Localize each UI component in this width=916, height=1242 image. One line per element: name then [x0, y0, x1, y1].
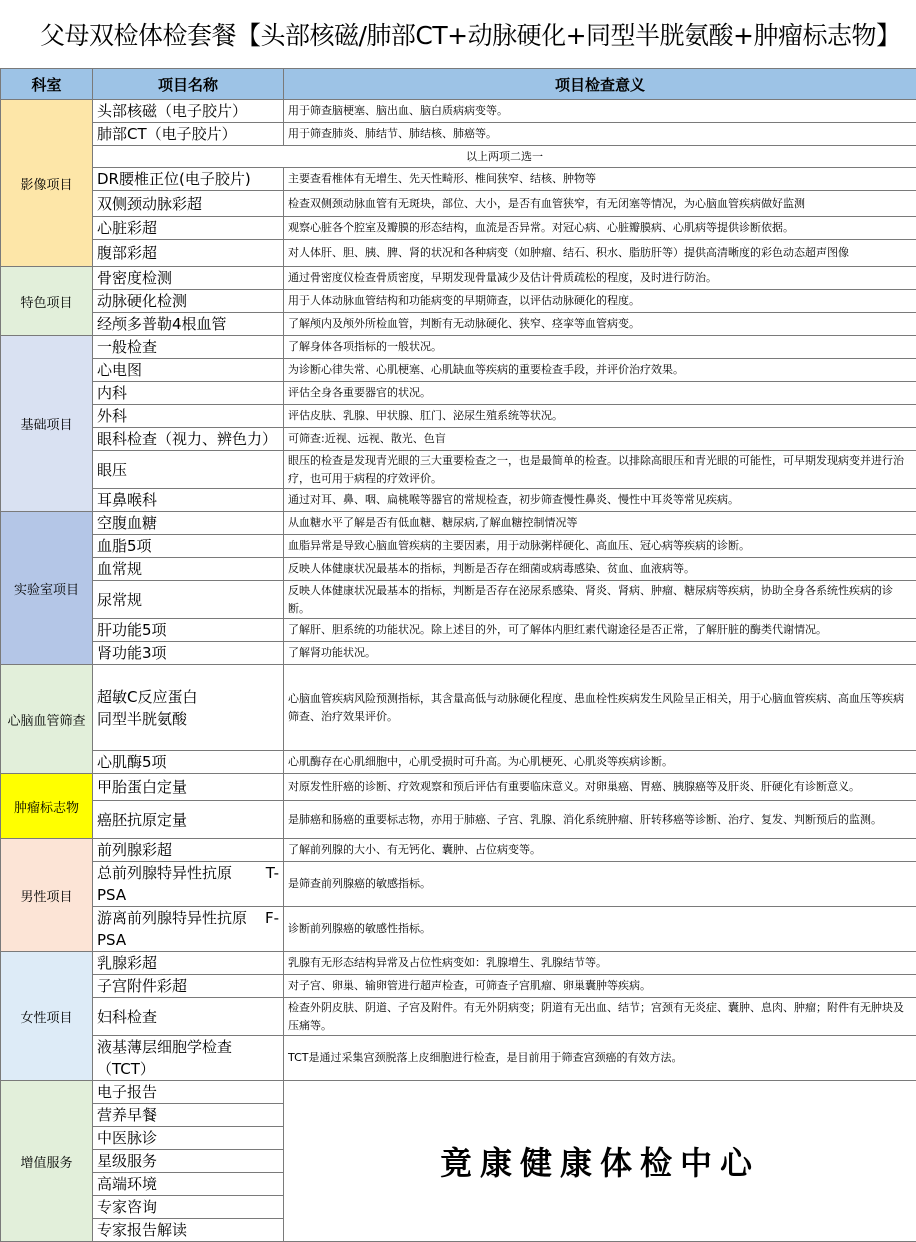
item-name: 双侧颈动脉彩超 — [93, 191, 284, 217]
item-desc: 血脂异常是导致心脑血管疾病的主要因素，用于动脉粥样硬化、高血压、冠心病等疾病的诊断。 — [284, 535, 916, 558]
dept-special: 特色项目 — [1, 267, 93, 336]
item-desc: 反映人体健康状况最基本的指标，判断是否存在泌尿系感染、肾炎、肾病、肿瘤、糖尿病等疾病，协助全身各系统性疾病的诊断。 — [284, 581, 916, 619]
table-row — [1, 1036, 916, 1081]
item-desc: 对人体肝、胆、胰、脾、肾的状况和各种病变（如肿瘤、结石、积水、脂肪肝等）提供高清晰度的彩色动态超声图像 — [284, 240, 916, 267]
item-desc: 是筛查前列腺癌的敏感指标。 — [284, 862, 916, 907]
item-name: 肾功能3项 — [93, 642, 284, 665]
item-name: 妇科检查 — [93, 998, 284, 1036]
table-row — [1, 267, 916, 290]
table-row — [1, 862, 916, 907]
center-signature: 竟康健康体检中心 — [440, 1144, 760, 1182]
item-name: DR腰椎正位(电子胶片) — [93, 168, 284, 191]
item-tpsa-a: 总前列腺特异性抗原 — [97, 862, 232, 884]
header-meaning: 项目检查意义 — [284, 69, 916, 100]
table-row — [1, 405, 916, 428]
service-item: 中医脉诊 — [93, 1127, 284, 1150]
table-row — [1, 535, 916, 558]
item-name: 眼压 — [93, 451, 284, 489]
item-name: 心肌酶5项 — [93, 751, 284, 774]
service-item: 高端环境 — [93, 1173, 284, 1196]
table-row — [1, 558, 916, 581]
table-row — [1, 975, 916, 998]
item-desc: 用于筛查脑梗塞、脑出血、脑白质病病变等。 — [284, 100, 916, 123]
table-row — [1, 619, 916, 642]
item-desc: 心脑血管疾病风险预测指标，其含量高低与动脉硬化程度、患血栓性疾病发生风险呈正相关，用于心脑血管疾病、高血压等疾病筛查、治疗效果评价。 — [284, 665, 916, 751]
table-row — [1, 1081, 916, 1104]
item-name: 尿常规 — [93, 581, 284, 619]
dept-male: 男性项目 — [1, 839, 93, 952]
table-header-row — [1, 69, 916, 100]
table-row — [1, 168, 916, 191]
item-desc: 评估全身各重要器官的状况。 — [284, 382, 916, 405]
item-name: 耳鼻喉科 — [93, 489, 284, 512]
item-desc: 检查外阴皮肤、阴道、子宫及附件。有无外阴病变；阴道有无出血、结节；宫颈有无炎症、囊肿、息肉、肿瘤；附件有无肿块及压痛等。 — [284, 998, 916, 1036]
item-name: 眼科检查（视力、辨色力） — [93, 428, 284, 451]
item-tct-a: 液基薄层细胞学检查 — [97, 1036, 279, 1058]
table-row — [1, 489, 916, 512]
item-desc: 了解身体各项指标的一般状况。 — [284, 336, 916, 359]
dept-cardio: 心脑血管筛查 — [1, 665, 93, 774]
table-row — [1, 642, 916, 665]
item-name: 经颅多普勒4根血管 — [93, 313, 284, 336]
header-item: 项目名称 — [93, 69, 284, 100]
service-item: 营养早餐 — [93, 1104, 284, 1127]
table-row — [1, 952, 916, 975]
choose-note: 以上两项二选一 — [93, 146, 916, 168]
item-name: 甲胎蛋白定量 — [93, 774, 284, 801]
item-desc: 观察心脏各个腔室及瓣膜的形态结构，血流是否异常。对冠心病、心脏瓣膜病、心肌病等提供诊断依据。 — [284, 217, 916, 240]
table-row — [1, 839, 916, 862]
service-item: 专家报告解读 — [93, 1219, 284, 1242]
item-tct-b: （TCT） — [97, 1058, 279, 1080]
table-row — [1, 382, 916, 405]
item-name: 肝功能5项 — [93, 619, 284, 642]
table-row — [1, 240, 916, 267]
table-row — [1, 100, 916, 123]
table-row — [1, 191, 916, 217]
item-desc: TCT是通过采集宫颈脱落上皮细胞进行检查，是目前用于筛查宫颈癌的有效方法。 — [284, 1036, 916, 1081]
item-name: 前列腺彩超 — [93, 839, 284, 862]
dept-basic: 基础项目 — [1, 336, 93, 512]
item-desc: 了解颅内及颅外所检血管，判断有无动脉硬化、狭窄、痉挛等血管病变。 — [284, 313, 916, 336]
item-desc: 检查双侧颈动脉血管有无斑块，部位、大小，是否有血管狭窄，有无闭塞等情况，为心脑血管疾病做好监测 — [284, 191, 916, 217]
item-desc: 通过对耳、鼻、咽、扁桃喉等器官的常规检查，初步筛查慢性鼻炎、慢性中耳炎等常见疾病。 — [284, 489, 916, 512]
item-desc: 可筛查:近视、远视、散光、色盲 — [284, 428, 916, 451]
item-name: 子宫附件彩超 — [93, 975, 284, 998]
item-desc: 通过骨密度仪检查骨质密度，早期发现骨量减少及估计骨质疏松的程度，及时进行防治。 — [284, 267, 916, 290]
table-row — [1, 146, 916, 168]
item-desc: 诊断前列腺癌的敏感性指标。 — [284, 907, 916, 952]
item-desc: 从血糖水平了解是否有低血糖、糖尿病,了解血糖控制情况等 — [284, 512, 916, 535]
item-name: 心脏彩超 — [93, 217, 284, 240]
item-name — [93, 1036, 284, 1081]
checkup-table — [0, 68, 916, 1242]
page-title: 父母双检体检套餐【头部核磁/肺部CT+动脉硬化+同型半胱氨酸+肿瘤标志物】 — [0, 0, 916, 68]
table-row — [1, 774, 916, 801]
item-name: 肺部CT（电子胶片） — [93, 123, 284, 146]
dept-tumor: 肿瘤标志物 — [1, 774, 93, 839]
item-desc: 了解前列腺的大小、有无钙化、囊肿、占位病变等。 — [284, 839, 916, 862]
signature-cell — [284, 1081, 916, 1242]
table-row — [1, 998, 916, 1036]
service-item: 专家咨询 — [93, 1196, 284, 1219]
item-name: 外科 — [93, 405, 284, 428]
table-row — [1, 801, 916, 839]
table-row — [1, 313, 916, 336]
table-row — [1, 512, 916, 535]
dept-imaging: 影像项目 — [1, 100, 93, 267]
item-desc: 了解肾功能状况。 — [284, 642, 916, 665]
item-crp: 超敏C反应蛋白 — [97, 686, 279, 708]
table-row — [1, 581, 916, 619]
table-row — [1, 290, 916, 313]
item-desc: 对子宫、卵巢、输卵管进行超声检查，可筛查子宫肌瘤、卵巢囊肿等疾病。 — [284, 975, 916, 998]
item-desc: 心肌酶存在心肌细胞中，心肌受损时可升高。为心肌梗死、心肌炎等疾病诊断。 — [284, 751, 916, 774]
item-name: 骨密度检测 — [93, 267, 284, 290]
dept-female: 女性项目 — [1, 952, 93, 1081]
header-dept: 科室 — [1, 69, 93, 100]
item-name — [93, 862, 284, 907]
item-desc: 主要查看椎体有无增生、先天性畸形、椎间狭窄、结核、肿物等 — [284, 168, 916, 191]
table-row — [1, 751, 916, 774]
table-row — [1, 123, 916, 146]
item-desc: 评估皮肤、乳腺、甲状腺、肛门、泌尿生殖系统等状况。 — [284, 405, 916, 428]
service-item: 电子报告 — [93, 1081, 284, 1104]
item-desc: 为诊断心律失常、心肌梗塞、心肌缺血等疾病的重要检查手段，并评价治疗效果。 — [284, 359, 916, 382]
service-item: 星级服务 — [93, 1150, 284, 1173]
item-name: 内科 — [93, 382, 284, 405]
table-row — [1, 428, 916, 451]
item-tpsa-c: PSA — [97, 884, 279, 906]
item-desc: 乳腺有无形态结构异常及占位性病变如：乳腺增生、乳腺结节等。 — [284, 952, 916, 975]
dept-service: 增值服务 — [1, 1081, 93, 1242]
item-name — [93, 907, 284, 952]
item-desc: 对原发性肝癌的诊断、疗效观察和预后评估有重要临床意义。对卵巢癌、胃癌、胰腺癌等及肝炎、肝硬化有诊断意义。 — [284, 774, 916, 801]
item-name: 乳腺彩超 — [93, 952, 284, 975]
item-name: 心电图 — [93, 359, 284, 382]
table-row — [1, 451, 916, 489]
item-desc: 眼压的检查是发现青光眼的三大重要检查之一，也是最简单的检查。以排除高眼压和青光眼的可能性，可早期发现病变并进行治疗，也可用于病程的疗效评价。 — [284, 451, 916, 489]
table-row — [1, 336, 916, 359]
item-fpsa-c: PSA — [97, 929, 279, 951]
item-hcy: 同型半胱氨酸 — [97, 708, 279, 730]
item-desc: 用于筛查肺炎、肺结节、肺结核、肺癌等。 — [284, 123, 916, 146]
item-name — [93, 665, 284, 751]
table-row — [1, 907, 916, 952]
item-desc: 是肺癌和肠癌的重要标志物，亦用于肺癌、子宫、乳腺、消化系统肿瘤、肝转移癌等诊断、治疗、复发、判断预后的监测。 — [284, 801, 916, 839]
item-name: 血脂5项 — [93, 535, 284, 558]
item-desc: 了解肝、胆系统的功能状况。除上述目的外，可了解体内胆红素代谢途径是否正常，了解肝脏的酶类代谢情况。 — [284, 619, 916, 642]
item-tpsa-b: T- — [266, 862, 279, 884]
table-row — [1, 359, 916, 382]
item-name: 腹部彩超 — [93, 240, 284, 267]
item-fpsa-b: F- — [265, 907, 279, 929]
item-name: 头部核磁（电子胶片） — [93, 100, 284, 123]
table-row — [1, 665, 916, 751]
item-desc: 用于人体动脉血管结构和功能病变的早期筛查，以评估动脉硬化的程度。 — [284, 290, 916, 313]
item-name: 癌胚抗原定量 — [93, 801, 284, 839]
item-fpsa-a: 游离前列腺特异性抗原 — [97, 907, 247, 929]
item-name: 血常规 — [93, 558, 284, 581]
dept-lab: 实验室项目 — [1, 512, 93, 665]
item-desc: 反映人体健康状况最基本的指标，判断是否存在细菌或病毒感染、贫血、血液病等。 — [284, 558, 916, 581]
item-name: 空腹血糖 — [93, 512, 284, 535]
item-name: 动脉硬化检测 — [93, 290, 284, 313]
item-name: 一般检查 — [93, 336, 284, 359]
table-row — [1, 217, 916, 240]
